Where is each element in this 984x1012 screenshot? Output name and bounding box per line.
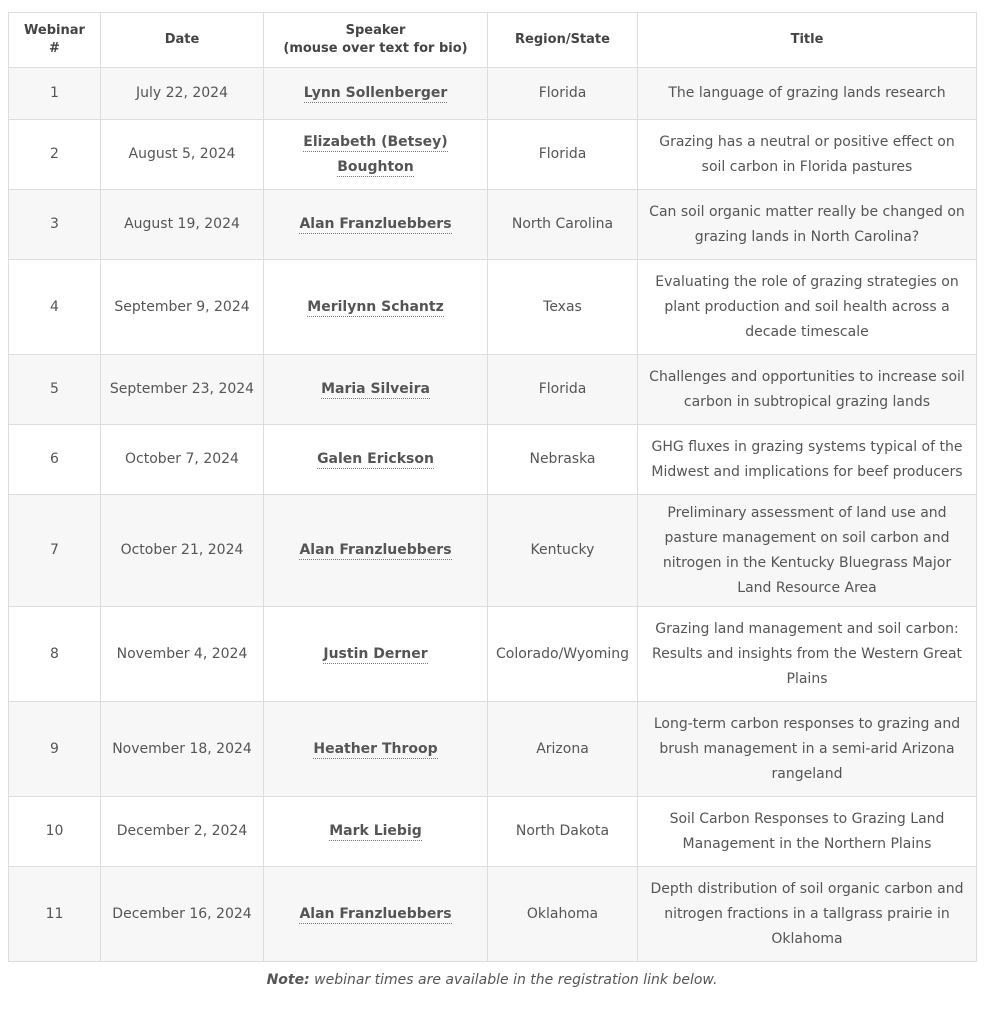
speaker-bio-link[interactable]: Galen Erickson xyxy=(317,451,434,467)
cell-date: December 16, 2024 xyxy=(101,867,264,962)
cell-webinar-number: 2 xyxy=(9,120,101,190)
cell-title: Long-term carbon responses to grazing and brush management in a semi-arid Arizona rangeland xyxy=(638,702,977,797)
speaker-bio-link[interactable]: Alan Franzluebbers xyxy=(299,905,452,922)
cell-webinar-number: 5 xyxy=(9,355,101,425)
cell-date: July 22, 2024 xyxy=(101,68,264,120)
cell-speaker xyxy=(264,867,488,962)
cell-title: Grazing has a neutral or positive effect on soil carbon in Florida pastures xyxy=(638,120,977,190)
table-row xyxy=(9,120,977,190)
table-row xyxy=(9,702,977,797)
cell-speaker xyxy=(264,68,488,120)
cell-speaker xyxy=(264,702,488,797)
header-speaker-hint: (mouse over text for bio) xyxy=(283,41,468,56)
speaker-bio-link[interactable]: Alan Franzluebbers xyxy=(299,216,452,232)
cell-speaker xyxy=(264,190,488,260)
cell-date: October 7, 2024 xyxy=(101,425,264,495)
cell-date: November 18, 2024 xyxy=(101,702,264,797)
speaker-bio-link[interactable]: Heather Throop xyxy=(313,740,438,757)
header-speaker xyxy=(264,13,488,68)
webinar-schedule-table xyxy=(8,12,977,962)
cell-speaker xyxy=(264,797,488,867)
cell-webinar-number: 3 xyxy=(9,190,101,260)
speaker-bio-link[interactable]: Justin Derner xyxy=(323,645,428,662)
cell-region: Florida xyxy=(488,355,638,425)
cell-region: Nebraska xyxy=(488,425,638,495)
cell-speaker xyxy=(264,355,488,425)
cell-date: November 4, 2024 xyxy=(101,607,264,702)
table-row xyxy=(9,68,977,120)
header-date: Date xyxy=(101,13,264,68)
speaker-bio-link[interactable]: Merilynn Schantz xyxy=(307,298,444,315)
cell-region: Colorado/Wyoming xyxy=(488,607,638,702)
table-row xyxy=(9,190,977,260)
cell-region: Florida xyxy=(488,120,638,190)
cell-webinar-number: 8 xyxy=(9,607,101,702)
note-label: Note: xyxy=(266,972,310,988)
cell-speaker xyxy=(264,425,488,495)
note-text: webinar times are available in the registration link below. xyxy=(309,972,718,988)
cell-title: GHG fluxes in grazing systems typical of the Midwest and implications for beef producers xyxy=(638,425,977,495)
table-body xyxy=(9,68,977,962)
speaker-bio-link[interactable]: Mark Liebig xyxy=(329,823,422,839)
cell-webinar-number: 11 xyxy=(9,867,101,962)
cell-title: Soil Carbon Responses to Grazing Land Management in the Northern Plains xyxy=(638,797,977,867)
table-row xyxy=(9,260,977,355)
header-title: Title xyxy=(638,13,977,68)
cell-webinar-number: 4 xyxy=(9,260,101,355)
cell-region: Arizona xyxy=(488,702,638,797)
cell-title: Evaluating the role of grazing strategies on plant production and soil health across a decade timescale xyxy=(638,260,977,355)
table-row xyxy=(9,355,977,425)
table-row xyxy=(9,867,977,962)
cell-region: Florida xyxy=(488,68,638,120)
cell-date: September 23, 2024 xyxy=(101,355,264,425)
header-speaker-label: Speaker xyxy=(345,23,406,38)
cell-webinar-number: 6 xyxy=(9,425,101,495)
speaker-bio-link[interactable]: Elizabeth (Betsey) Boughton xyxy=(303,133,448,175)
cell-title: Depth distribution of soil organic carbon and nitrogen fractions in a tallgrass prairie in Oklahoma xyxy=(638,867,977,962)
table-row xyxy=(9,797,977,867)
speaker-bio-link[interactable]: Lynn Sollenberger xyxy=(303,85,448,101)
cell-webinar-number: 9 xyxy=(9,702,101,797)
cell-date: October 21, 2024 xyxy=(101,495,264,607)
table-row xyxy=(9,425,977,495)
cell-webinar-number: 1 xyxy=(9,68,101,120)
cell-speaker xyxy=(264,495,488,607)
cell-webinar-number: 7 xyxy=(9,495,101,607)
cell-title: Can soil organic matter really be changed on grazing lands in North Carolina? xyxy=(638,190,977,260)
cell-speaker xyxy=(264,260,488,355)
cell-date: December 2, 2024 xyxy=(101,797,264,867)
cell-speaker xyxy=(264,607,488,702)
speaker-bio-link[interactable]: Alan Franzluebbers xyxy=(299,542,452,558)
cell-title: The language of grazing lands research xyxy=(638,68,977,120)
cell-title: Grazing land management and soil carbon: Results and insights from the Western Great Plains xyxy=(638,607,977,702)
table-row xyxy=(9,495,977,607)
cell-region: Oklahoma xyxy=(488,867,638,962)
table-header-row xyxy=(9,13,977,68)
header-region: Region/State xyxy=(488,13,638,68)
cell-region: Kentucky xyxy=(488,495,638,607)
table-row xyxy=(9,607,977,702)
cell-title: Challenges and opportunities to increase soil carbon in subtropical grazing lands xyxy=(638,355,977,425)
schedule-note xyxy=(0,972,984,988)
cell-region: North Carolina xyxy=(488,190,638,260)
cell-date: September 9, 2024 xyxy=(101,260,264,355)
cell-title: Preliminary assessment of land use and pasture management on soil carbon and nitrogen in the Kentucky Bluegrass Major Land Resource Area xyxy=(638,495,977,607)
cell-region: Texas xyxy=(488,260,638,355)
cell-speaker xyxy=(264,120,488,190)
header-webinar-number: Webinar # xyxy=(9,13,101,68)
cell-webinar-number: 10 xyxy=(9,797,101,867)
cell-date: August 5, 2024 xyxy=(101,120,264,190)
cell-region: North Dakota xyxy=(488,797,638,867)
speaker-bio-link[interactable]: Maria Silveira xyxy=(321,381,430,397)
cell-date: August 19, 2024 xyxy=(101,190,264,260)
